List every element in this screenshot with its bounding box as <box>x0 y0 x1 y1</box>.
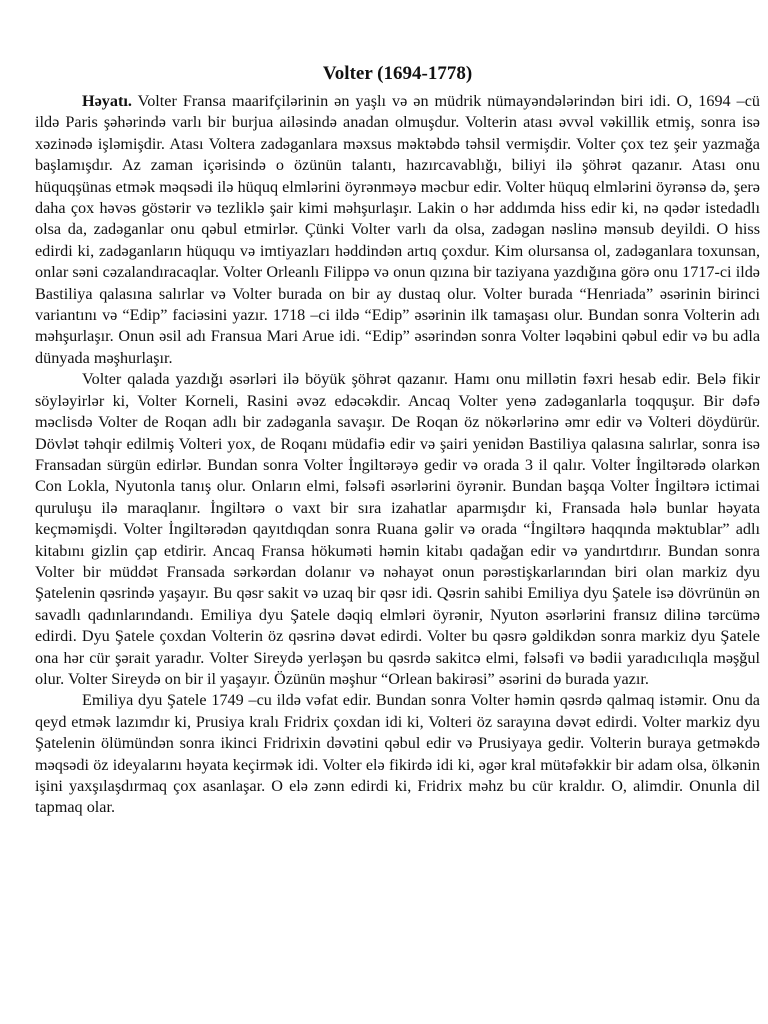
paragraph-text: Emiliya dyu Şatele 1749 –cu ildə vəfat edir. Bundan sonra Volter həmin qəsrdə qalmaq istəmir. Onu da qeyd etmək lazımdır ki, Prusiya kralı Fridrix çoxdan idi ki, Volteri öz sarayına dəvət edirdi. Volter markiz dyu Şatelenin ölümündən sonra ikinci Fridrixin dəvətini qəbul edir və Prusiyaya gedir. Volterin buraya getməkdə məqsədi öz ideyalarını həyata keçirmək idi. Volter elə fikirdə idi ki, əgər kral mütəfəkkir bir adam olsa, ölkənin işini yaxşılaşdırmaq çox asanlaşar. O elə zənn edirdi ki, Fridrix məhz bu cür kraldır. O, alimdir. Onunla dil tapmaq olar. <box>35 691 760 817</box>
paragraph-prussia <box>35 690 760 818</box>
paragraph-life <box>35 91 760 369</box>
paragraph-text: Volter qalada yazdığı əsərləri ilə böyük şöhrət qazanır. Hamı onu millətin fəxri hesab edir. Belə fikir söyləyirlər ki, Volter Korneli, Rasini əvəz edəcəkdir. Ancaq Volter yenə zadəganlarla toqquşur. Bir dəfə məclisdə Volter de Roqan adlı bir zadəganla savaşır. De Roqan öz nökərlərinə əmr edir və Volteri döydürür. Dövlət təhqir edilmiş Volteri yox, de Roqanı müdafiə edir və şairi yenidən Bastiliya qalasına salırlar, sonra isə Fransadan sürgün edirlər. Bundan sonra Volter İngiltərəyə gedir və orada 3 il qalır. Volter İngiltərədə olarkən Con Lokla, Nyutonla tanış olur. Onların elmi, fəlsəfi əsərlərini öyrənir. Bundan başqa Volter İngiltərə ictimai quruluşu ilə maraqlanır. İngiltərə o vaxt bir sıra izahatlar aparmışdır ki, Fransada hələ bunlar həyata keçməmişdi. Volter İngiltərədən qayıtdıqdan sonra Ruana gəlir və orada “İngiltərə haqqında məktublar” adlı kitabını gizlin çap etdirir. Ancaq Fransa hökuməti həmin kitabı qadağan edir və yandırtdırır. Bundan sonra Volter bir müddət Fransada sərkərdan dolanır və nəhayət onun pərəstişkarlarından biri olan markiz dyu Şatelenin qəsrində yaşayır. Bu qəsr sakit və uzaq bir qəsr idi. Qəsrin sahibi Emiliya dyu Şatele isə dövrünün ən savadlı qadınlarındandı. Emiliya dyu Şatele dəqiq elmləri öyrənir, Nyuton əsərlərini fransız dilinə tərcümə edirdi. Dyu Şatele çoxdan Volterin öz qəsrinə dəvət edirdi. Volter bu qəsrə gəldikdən sonra markiz dyu Şatele ona hər cür şərait yaradır. Volter Sireydə yerləşən bu qəsrdə sakitcə elmi, fəlsəfi və bədii yaradıcılıqla məşğul olur. Volter Sireydə on bir il yaşayır. Özünün məşhur “Orlean bakirəsi” əsərini də burada yazır. <box>35 370 760 688</box>
document-page <box>35 62 760 819</box>
section-heading: Həyatı. <box>82 92 132 110</box>
paragraph-fame <box>35 369 760 690</box>
paragraph-text: Volter Fransa maarifçilərinin ən yaşlı və ən müdrik nümayəndələrindən biri idi. O, 1694 –cü ildə Paris şəhərində varlı bir burjua ailəsində anadan olmuşdur. Volterin atası əvvəl vəkillik etmiş, sonra isə xəzinədə işləmişdir. Atası Voltera zadəganlara məxsus məktəbdə təhsil vermişdir. Volter çox tez şeir yazmağa başlamışdır. Az zaman içərisində o özünün talantı, hazırcavablığı, biliyi ilə şöhrət qazanır. Atası onu hüquqşünas etmək məqsədi ilə hüquq elmlərini öyrənməyə məcbur edir. Volter hüquq elmlərini öyrənsə də, şerə daha çox həvəs göstərir və tezliklə şair kimi məhşurlaşır. Lakin o hər addımda hiss edir ki, nə qədər istedadlı olsa da, zadəganlar onu qəbul etmirlər. Çünki Volter varlı da olsa, zadəgan nəslinə mənsub deyildi. O hiss edirdi ki, zadəganların hüququ və imtiyazları həddindən artıq çoxdur. Kim olursansa ol, zadəganlara toxunsan, onlar səni cəzalandıracaqlar. Volter Orleanlı Filippə və onun qızına bir taziyana yazdığına görə onu 1717-ci ildə Bastiliya qalasına salırlar və Volter burada on bir ay dustaq olur. Volter burada “Henriada” əsərinin birinci variantını və “Edip” faciəsini yazır. 1718 –ci ildə “Edip” əsərinin ilk tamaşası olur. Bundan sonra Volterin adı məhşurlaşır. Onun əsil adı Fransua Mari Arue idi. “Edip” əsərindən sonra Volter ləqəbini qəbul edir və bu adla dünyada məşhurlaşır. <box>35 92 760 367</box>
page-title: Volter (1694-1778) <box>322 63 473 84</box>
